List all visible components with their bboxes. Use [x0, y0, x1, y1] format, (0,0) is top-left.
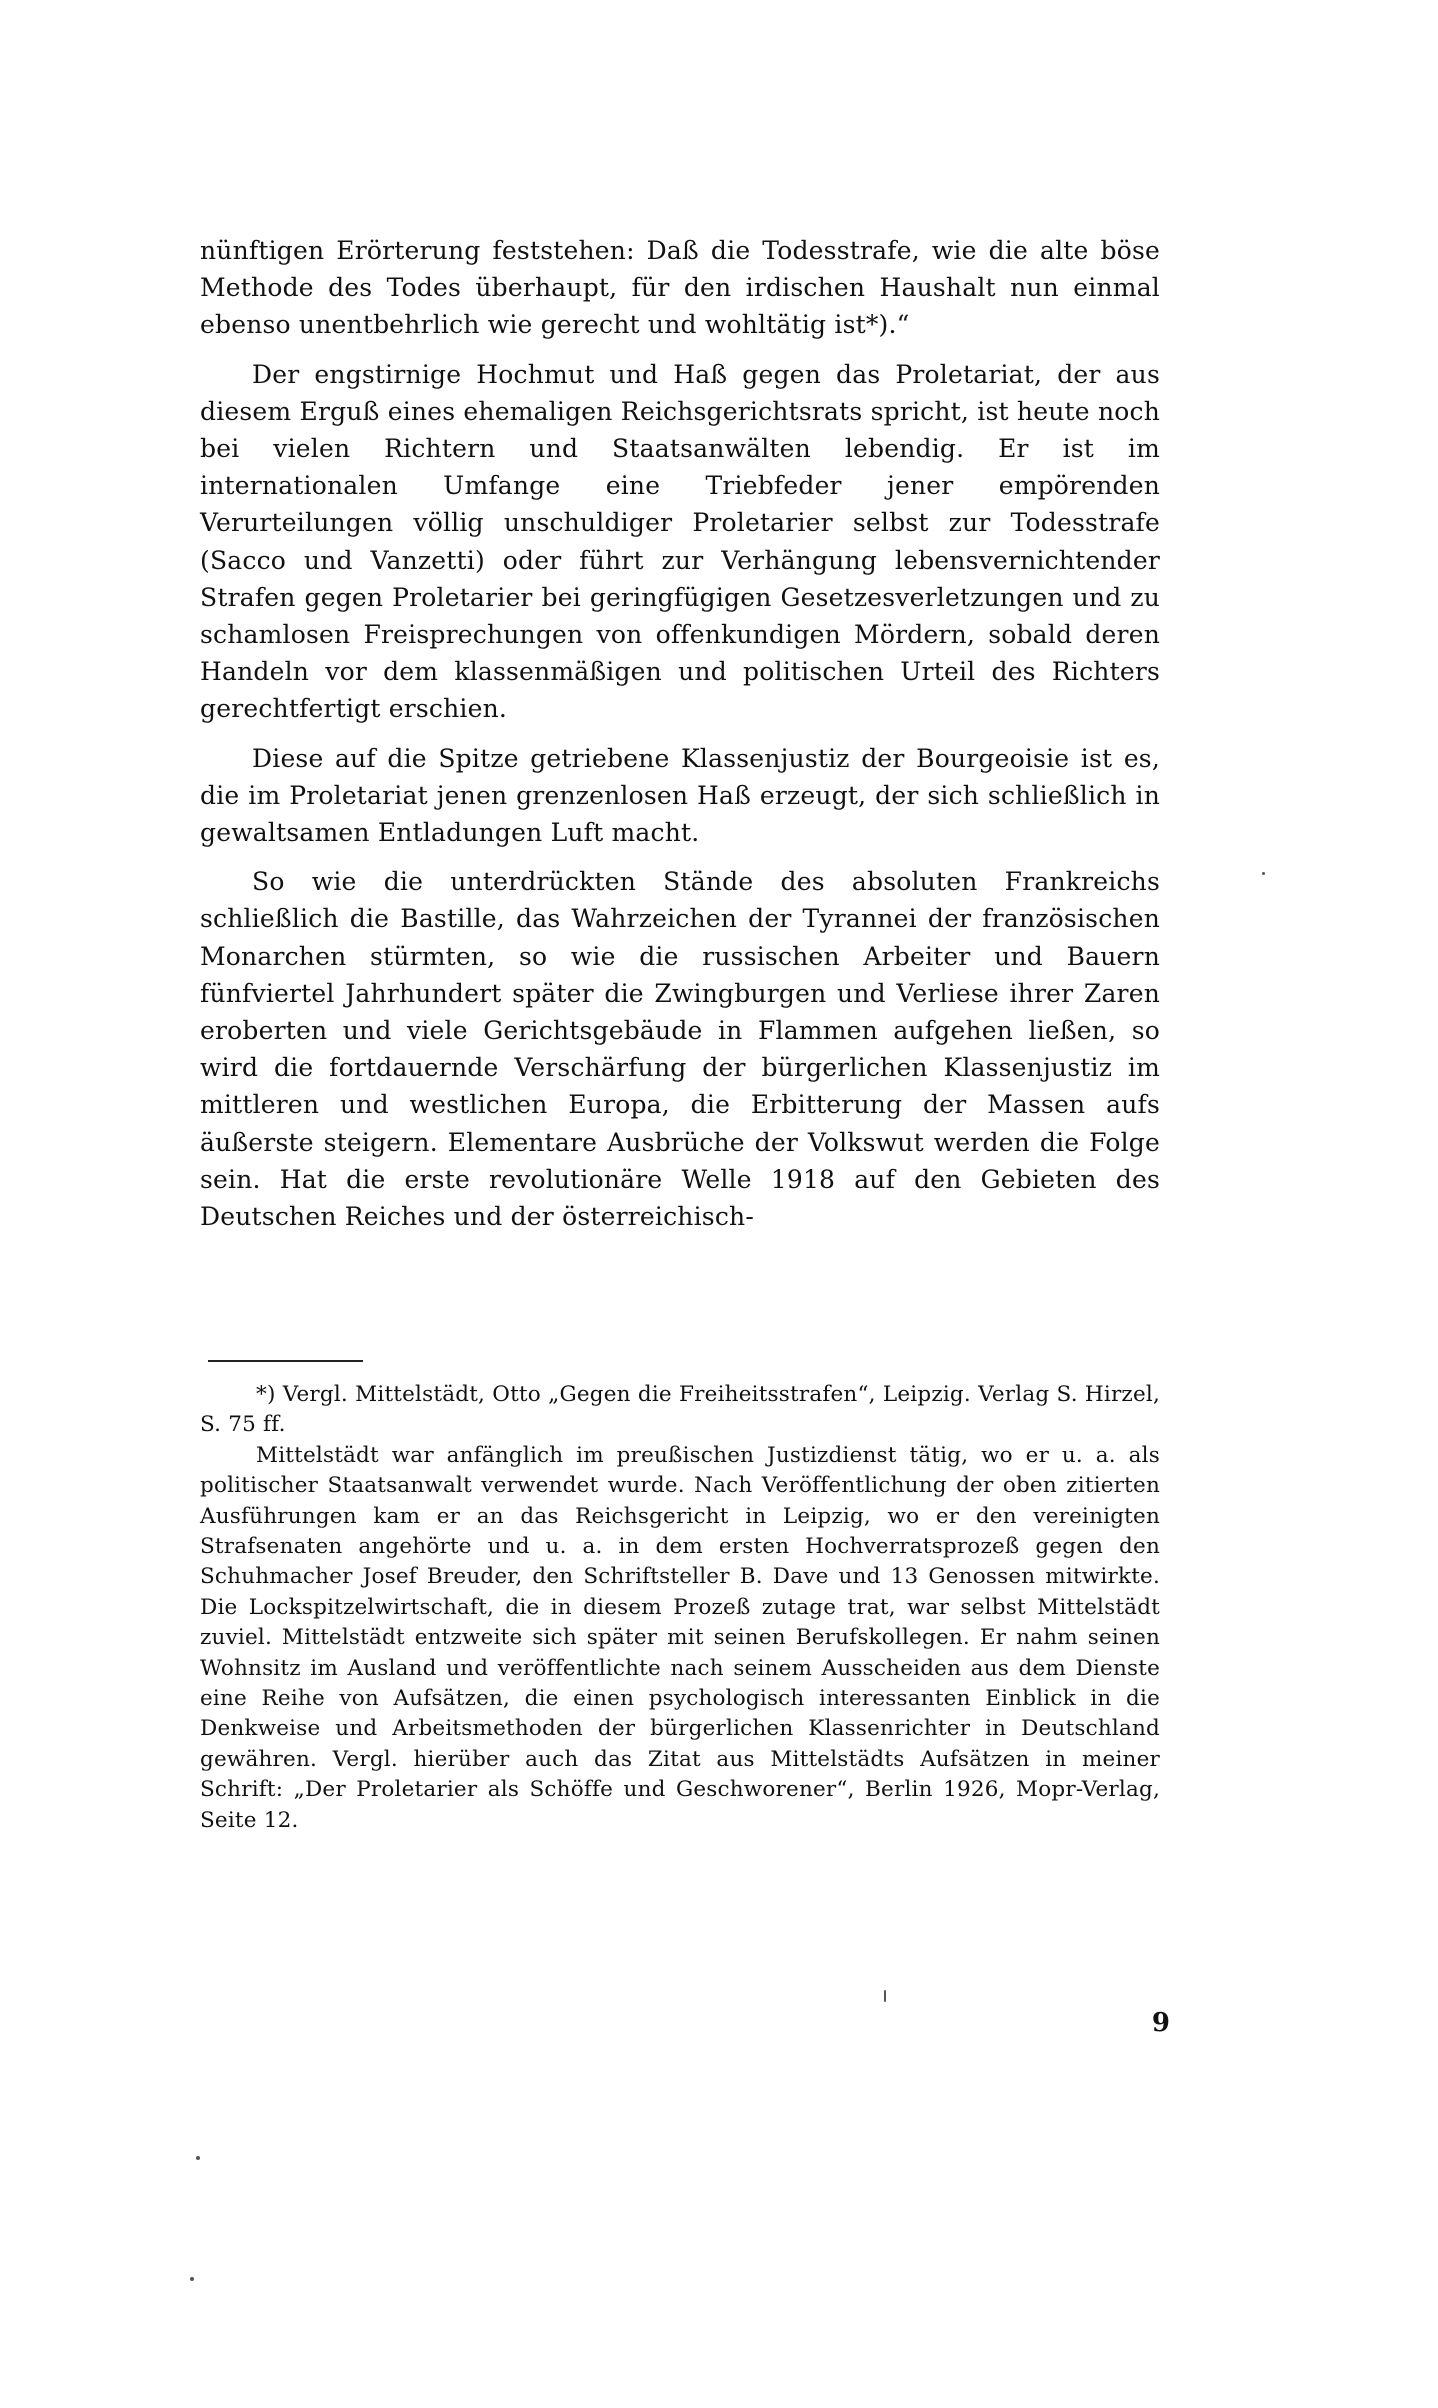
- paragraph-1: nünftigen Erörterung feststehen: Daß die Todesstrafe, wie die alte böse Methode des Todes überhaupt, für den irdischen Haushalt nun einmal ebenso unentbehrlich wie gerecht und wohltätig ist*).“: [200, 236, 1160, 340]
- footnote-separator: [208, 1360, 363, 1362]
- footnote: [200, 1380, 1160, 1836]
- scan-speck: [1262, 872, 1265, 875]
- paragraph-4: So wie die unterdrückten Stände des absoluten Frankreichs schließlich die Bastille, das Wahrzeichen der Tyrannei der französischen Monarchen stürmten, so wie die russischen Arbeiter und Bauern fünfviertel Jahrhundert später die Zwingburgen und Verliese ihrer Zaren eroberten und viele Gerichtsgebäude in Flammen aufgehen ließen, so wird die fortdauernde Verschärfung der bürgerlichen Klassenjustiz im mittleren und westlichen Europa, die Erbitterung der Massen aufs äußerste steigern. Elementare Ausbrüche der Volkswut werden die Folge sein. Hat die erste revolutionäre Welle 1918 auf den Gebieten des Deutschen Reiches und der österreichisch-: [200, 867, 1160, 1232]
- page-number: 9: [1151, 2008, 1170, 2038]
- scan-speck: [190, 2277, 194, 2281]
- paragraph-3: Diese auf die Spitze getriebene Klassenjustiz der Bourgeoisie ist es, die im Proletariat jenen grenzenlosen Haß erzeugt, der sich schließlich in gewaltsamen Entladungen Luft macht.: [200, 743, 1160, 848]
- paragraph-2: Der engstirnige Hochmut und Haß gegen das Proletariat, der aus diesem Erguß eines ehemaligen Reichsgerichtsrats spricht, ist heute noch bei vielen Richtern und Staatsanwälten lebendig. Er ist im internationalen Umfange eine Triebfeder jener empörenden Verurteilungen völlig unschuldiger Proletarier selbst zur Todesstrafe (Sacco und Vanzetti) oder führt zur Verhängung lebensvernichtender Strafen gegen Proletarier bei geringfügigen Gesetzesverletzungen und zu schamlosen Freisprechungen von offenkundigen Mördern, sobald deren Handeln vor dem klassenmäßigen und politischen Urteil des Richters gerechtfertigt erschien.: [200, 359, 1160, 724]
- main-text: [200, 232, 1160, 1247]
- scan-speck: [196, 2156, 200, 2160]
- footnote-text: Mittelstädt war anfänglich im preußischen Justizdienst tätig, wo er u. a. als politischer Staatsanwalt verwendet wurde. Nach Veröffentlichung der oben zitierten Ausführungen kam er an das Reichsgericht in Leipzig, wo er den vereinigten Strafsenaten angehörte und u. a. in dem ersten Hochverratsprozeß gegen den Schuhmacher Josef Breuder, den Schriftsteller B. Dave und 13 Genossen mitwirkte. Die Lockspitzelwirtschaft, die in diesem Prozeß zutage trat, war selbst Mittelstädt zuviel. Mittelstädt entzweite sich später mit seinen Berufskollegen. Er nahm seinen Wohnsitz im Ausland und veröffentlichte nach seinem Ausscheiden aus dem Dienste eine Reihe von Aufsätzen, die einen psychologisch interessanten Einblick in die Denkweise und Arbeitsmethoden der bürgerlichen Klassenrichter in Deutschland gewähren. Vergl. hierüber auch das Zitat aus Mittelstädts Aufsätzen in meiner Schrift: „Der Proletarier als Schöffe und Geschworener“, Berlin 1926, Mopr-Verlag, Seite 12.: [200, 1442, 1160, 1833]
- footnote-reference: *) Vergl. Mittelstädt, Otto „Gegen die Freiheitsstrafen“, Leipzig. Verlag S. Hirzel, S. 75 ff.: [200, 1382, 1160, 1438]
- scan-speck: [884, 1990, 886, 2002]
